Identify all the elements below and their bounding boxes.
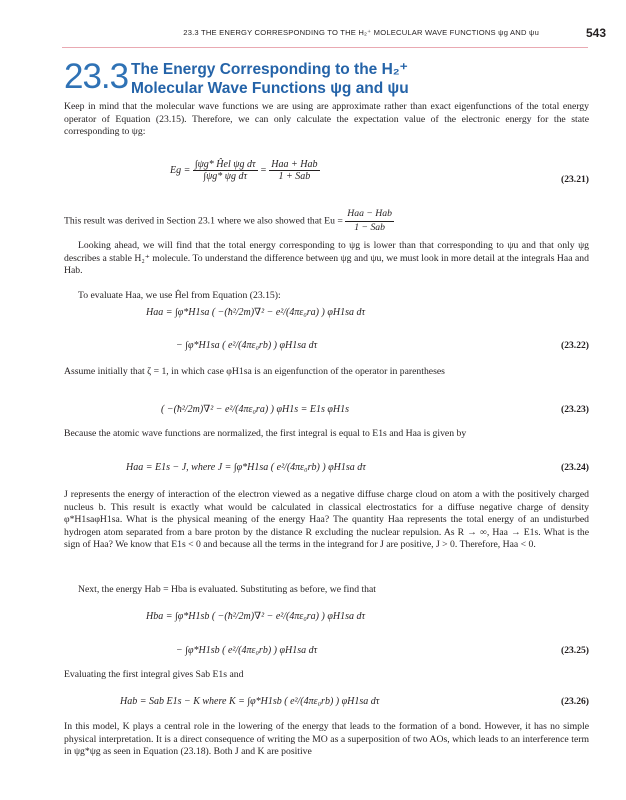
eq22-line2: − ∫φ*H1sa ( e²/(4πε₀rb) ) φH1sa dτ — [176, 340, 318, 351]
eq24: Haa = E1s − J, where J = ∫φ*H1sa ( e²/(4πε₀rb) ) φH1sa dτ — [126, 462, 366, 473]
eq21-equals: = — [260, 164, 267, 176]
eu-num: Haa − Hab — [345, 208, 394, 222]
eq24-label: (23.24) — [561, 462, 589, 473]
running-head: 23.3 THE ENERGY CORRESPONDING TO THE H₂⁺ MOLECULAR WAVE FUNCTIONS ψg AND ψu — [183, 28, 539, 37]
para2-text: This result was derived in Section 23.1 where we also showed that Eu = — [64, 215, 343, 227]
eq23: ( −(ħ²/2m)∇² − e²/(4πε₀ra) ) φH1s = E1s φH1s — [161, 404, 350, 415]
eq26-label: (23.26) — [561, 696, 589, 707]
paragraph-9: Evaluating the first integral gives Sab E1s and — [64, 669, 244, 680]
eq21-den: ∫ψg* ψg dτ — [203, 171, 248, 182]
eq21-num2: Haa + Hab — [271, 159, 318, 170]
paragraph-5: Assume initially that ζ = 1, in which case φH1sa is an eigenfunction of the operator in parentheses — [64, 366, 445, 377]
paragraph-6: Because the atomic wave functions are normalized, the first integral is equal to E1s and Haa is given by — [64, 428, 467, 439]
eq21-num: ∫ψg* Ĥel ψg dτ — [194, 159, 256, 170]
paragraph-7: J represents the energy of interaction of the electron viewed as a negative diffuse charge cloud on atom a with the positively charged nucleus b. This result is exactly what would be calculated in classical electrostatics for a diffuse negative charge of density φ*H1saφH1sa. What is the physical meaning of the energy Haa? The quantity Haa represents the total energy of an undisturbed hydrogen atom separated from a bare proton by the distance R excluding the nuclear repulsion. As R → ∞, Haa → E1s. What is the sign of Haa? We know that E1s < 0 and because all the terms in the integrand for J are positive, J > 0. Therefore, Haa < 0. — [64, 489, 589, 551]
section-number: 23.3 — [64, 57, 129, 96]
equation-23-21 — [170, 159, 320, 182]
eq23-label: (23.23) — [561, 404, 589, 415]
eq25-label: (23.25) — [561, 645, 589, 656]
eq26: Hab = Sab E1s − K where K = ∫φ*H1sb ( e²/(4πε₀rb) ) φH1sa dτ — [120, 696, 380, 707]
page-number: 543 — [585, 26, 606, 40]
paragraph-2 — [64, 208, 589, 234]
eq21-frac1 — [193, 159, 258, 182]
paragraph-4: To evaluate Haa, we use Ĥel from Equation (23.15): — [78, 290, 281, 301]
eu-den: 1 − Sab — [354, 221, 385, 233]
page-header — [0, 27, 626, 43]
paragraph-3: Looking ahead, we will find that the total energy corresponding to ψg is lower than that corresponding to ψu and that only ψg describes a stable H₂⁺ molecule. To understand the difference between ψg and ψu, we must look in more detail at the integrals Haa and Hab. — [64, 240, 589, 277]
section-title — [131, 60, 409, 98]
eq25-line2: − ∫φ*H1sb ( e²/(4πε₀rb) ) φH1sa dτ — [176, 645, 318, 656]
header-rule — [62, 47, 588, 48]
eq21-frac2 — [269, 159, 319, 182]
eu-frac — [345, 208, 394, 234]
eq21-lhs: Eg = — [170, 164, 191, 176]
eq21-label: (23.21) — [561, 174, 589, 185]
section-title-line2: Molecular Wave Functions ψg and ψu — [131, 80, 409, 97]
eq21-den2: 1 + Sab — [278, 171, 311, 182]
paragraph-8: Next, the energy Hab = Hba is evaluated. Substituting as before, we find that — [78, 584, 376, 595]
eq22-line1: Haa = ∫φ*H1sa ( −(ħ²/2m)∇² − e²/(4πε₀ra) ) φH1sa dτ — [146, 307, 366, 318]
paragraph-10: In this model, K plays a central role in the lowering of the energy that leads to the formation of a bond. However, it has no simple physical interpretation. It is a direct consequence of writing the MO as a superposition of two AOs, which leads to an interference term in ψg*ψg as seen in Equation (23.18). Both J and K are positive — [64, 721, 589, 758]
paragraph-1: Keep in mind that the molecular wave functions we are using are approximate rather than exact eigenfunctions of the total energy operator of Equation (23.15). Therefore, we can only calculate the expectation value of the electronic energy for the state corresponding to ψg: — [64, 101, 589, 138]
section-title-line1: The Energy Corresponding to the H₂⁺ — [131, 61, 408, 78]
eq22-label: (23.22) — [561, 340, 589, 351]
eq25-line1: Hba = ∫φ*H1sb ( −(ħ²/2m)∇² − e²/(4πε₀ra) ) φH1sa dτ — [146, 611, 366, 622]
